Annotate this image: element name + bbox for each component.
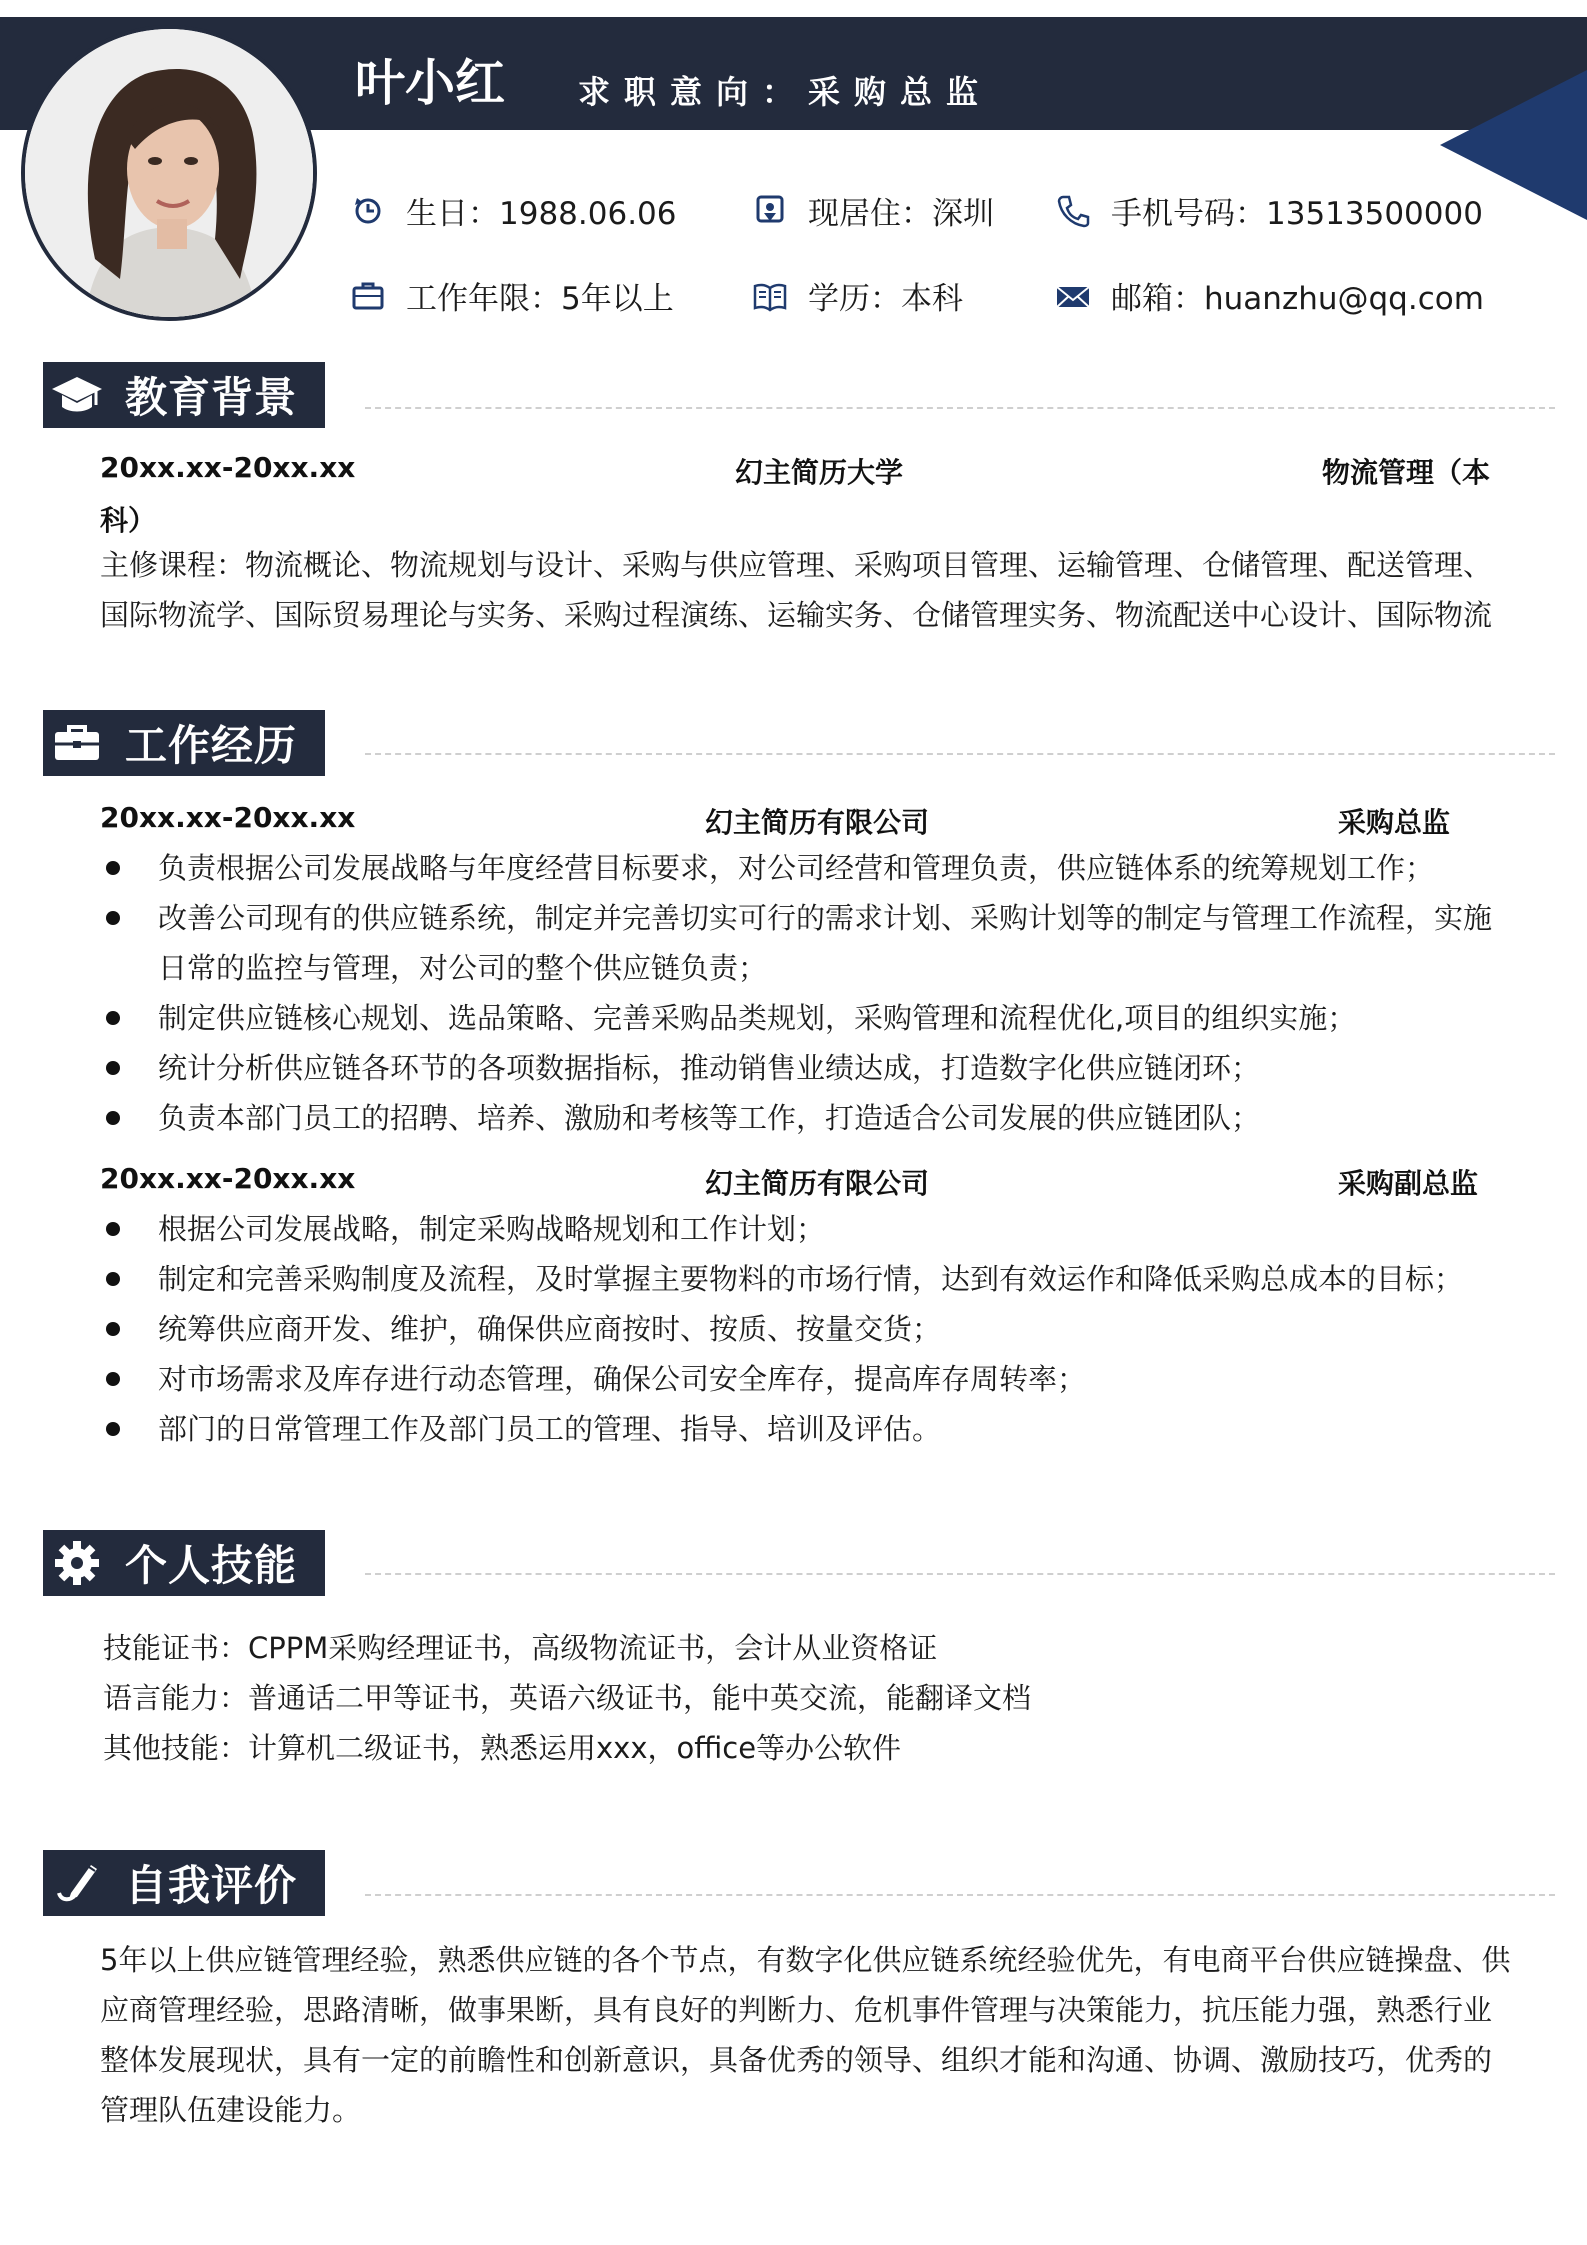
- bullet-icon: [106, 1372, 120, 1386]
- phone-text: 手机号码：13513500000: [1111, 196, 1483, 232]
- gear-icon: [49, 1535, 105, 1591]
- list-item: 负责根据公司发展战略与年度经营目标要求，对公司经营和管理负责，供应链体系的统筹规划工作；: [100, 843, 1520, 893]
- bullet-icon: [106, 1222, 120, 1236]
- list-item: 部门的日常管理工作及部门员工的管理、指导、培训及评估。: [100, 1404, 1520, 1454]
- briefcase-icon: [49, 715, 105, 771]
- education-major: 物流管理（本: [1322, 456, 1491, 489]
- section-header-skills: [43, 1530, 325, 1596]
- briefcase-icon: [350, 278, 386, 314]
- section-title-education: 教育背景: [125, 373, 298, 422]
- avatar-photo: [21, 25, 317, 321]
- bullet-icon: [106, 1011, 120, 1025]
- section-header-work: [43, 710, 325, 776]
- bullet-icon: [106, 1061, 120, 1075]
- job-duties-list: [100, 1204, 1520, 1454]
- self-evaluation-text: 5年以上供应链管理经验，熟悉供应链的各个节点，有数字化供应链系统经验优先，有电商平台供应链操盘、供应商管理经验，思路清晰，做事果断，具有良好的判断力、危机事件管理与决策能力，抗压能力强，熟悉行业整体发展现状，具有一定的前瞻性和创新意识，具备优秀的领导、组织才能和沟通、协调、激励技巧，优秀的管理队伍建设能力。: [100, 1943, 1511, 2127]
- bullet-icon: [106, 1422, 120, 1436]
- job-company: 幻主简历有限公司: [705, 806, 930, 839]
- section-divider: [365, 407, 1555, 409]
- residence-text: 现居住：深圳: [808, 196, 994, 232]
- info-email: [1055, 273, 1484, 318]
- graduation-cap-icon: [49, 367, 105, 423]
- job-company: 幻主简历有限公司: [705, 1167, 930, 1200]
- education-date: 20xx.xx-20xx.xx: [100, 451, 356, 484]
- education-school: 幻主简历大学: [735, 456, 904, 489]
- education-text: 学历：本科: [808, 281, 963, 317]
- section-header-self-eval: [43, 1850, 325, 1916]
- bullet-icon: [106, 911, 120, 925]
- info-phone: [1055, 188, 1483, 233]
- skill-other: 其他技能：计算机二级证书，熟悉运用xxx，office等办公软件: [103, 1731, 902, 1765]
- skill-certificates: 技能证书：CPPM采购经理证书，高级物流证书，会计从业资格证: [103, 1631, 938, 1665]
- candidate-name: 叶小红: [355, 54, 505, 112]
- info-birthday: [350, 188, 677, 233]
- book-icon: [752, 278, 788, 314]
- section-divider: [365, 1894, 1555, 1896]
- phone-icon: [1055, 193, 1091, 229]
- list-item: 对市场需求及库存进行动态管理，确保公司安全库存，提高库存周转率；: [100, 1354, 1520, 1404]
- work-years-text: 工作年限：5年以上: [406, 281, 674, 317]
- pen-icon: [49, 1855, 105, 1911]
- bullet-icon: [106, 1111, 120, 1125]
- info-work-years: [350, 273, 674, 318]
- list-item: 负责本部门员工的招聘、培养、激励和考核等工作，打造适合公司发展的供应链团队；: [100, 1093, 1520, 1143]
- list-item: 改善公司现有的供应链系统，制定并完善切实可行的需求计划、采购计划等的制定与管理工作流程，实施日常的监控与管理，对公司的整个供应链负责；: [100, 893, 1520, 993]
- job-position: 采购总监: [1338, 806, 1451, 839]
- job-position: 采购副总监: [1338, 1167, 1479, 1200]
- list-item: 统筹供应商开发、维护，确保供应商按时、按质、按量交货；: [100, 1304, 1520, 1354]
- info-education: [752, 273, 963, 318]
- section-header-education: [43, 362, 325, 428]
- info-residence: [752, 188, 994, 233]
- bullet-icon: [106, 861, 120, 875]
- envelope-icon: [1055, 278, 1091, 314]
- skill-languages: 语言能力：普通话二甲等证书，英语六级证书，能中英交流，能翻译文档: [103, 1681, 1032, 1715]
- location-pin-icon: [752, 193, 788, 229]
- birthday-text: 生日：1988.06.06: [406, 196, 677, 232]
- job-date: 20xx.xx-20xx.xx: [100, 801, 356, 834]
- bullet-icon: [106, 1272, 120, 1286]
- email-text: 邮箱：huanzhu@qq.com: [1111, 281, 1484, 317]
- list-item: 制定供应链核心规划、选品策略、完善采购品类规划，采购管理和流程优化,项目的组织实施；: [100, 993, 1520, 1043]
- section-title-work: 工作经历: [125, 721, 298, 770]
- job-date: 20xx.xx-20xx.xx: [100, 1162, 356, 1195]
- list-item: 根据公司发展战略，制定采购战略规划和工作计划；: [100, 1204, 1520, 1254]
- list-item: 统计分析供应链各环节的各项数据指标，推动销售业绩达成，打造数字化供应链闭环；: [100, 1043, 1520, 1093]
- section-title-skills: 个人技能: [125, 1541, 298, 1590]
- section-divider: [365, 1573, 1555, 1575]
- section-title-self-eval: 自我评价: [125, 1861, 298, 1910]
- job-duties-list: [100, 843, 1520, 1143]
- section-divider: [365, 753, 1555, 755]
- clock-icon: [350, 193, 386, 229]
- education-major-continued: 科）: [100, 504, 157, 537]
- job-intent: 求职意向：采购总监: [578, 73, 993, 111]
- education-courses: 主修课程：物流概论、物流规划与设计、采购与供应管理、采购项目管理、运输管理、仓储管理、配送管理、国际物流学、国际贸易理论与实务、采购过程演练、运输实务、仓储管理实务、物流配送中心设计、国际物流: [100, 548, 1493, 632]
- bullet-icon: [106, 1322, 120, 1336]
- list-item: 制定和完善采购制度及流程，及时掌握主要物料的市场行情，达到有效运作和降低采购总成本的目标；: [100, 1254, 1520, 1304]
